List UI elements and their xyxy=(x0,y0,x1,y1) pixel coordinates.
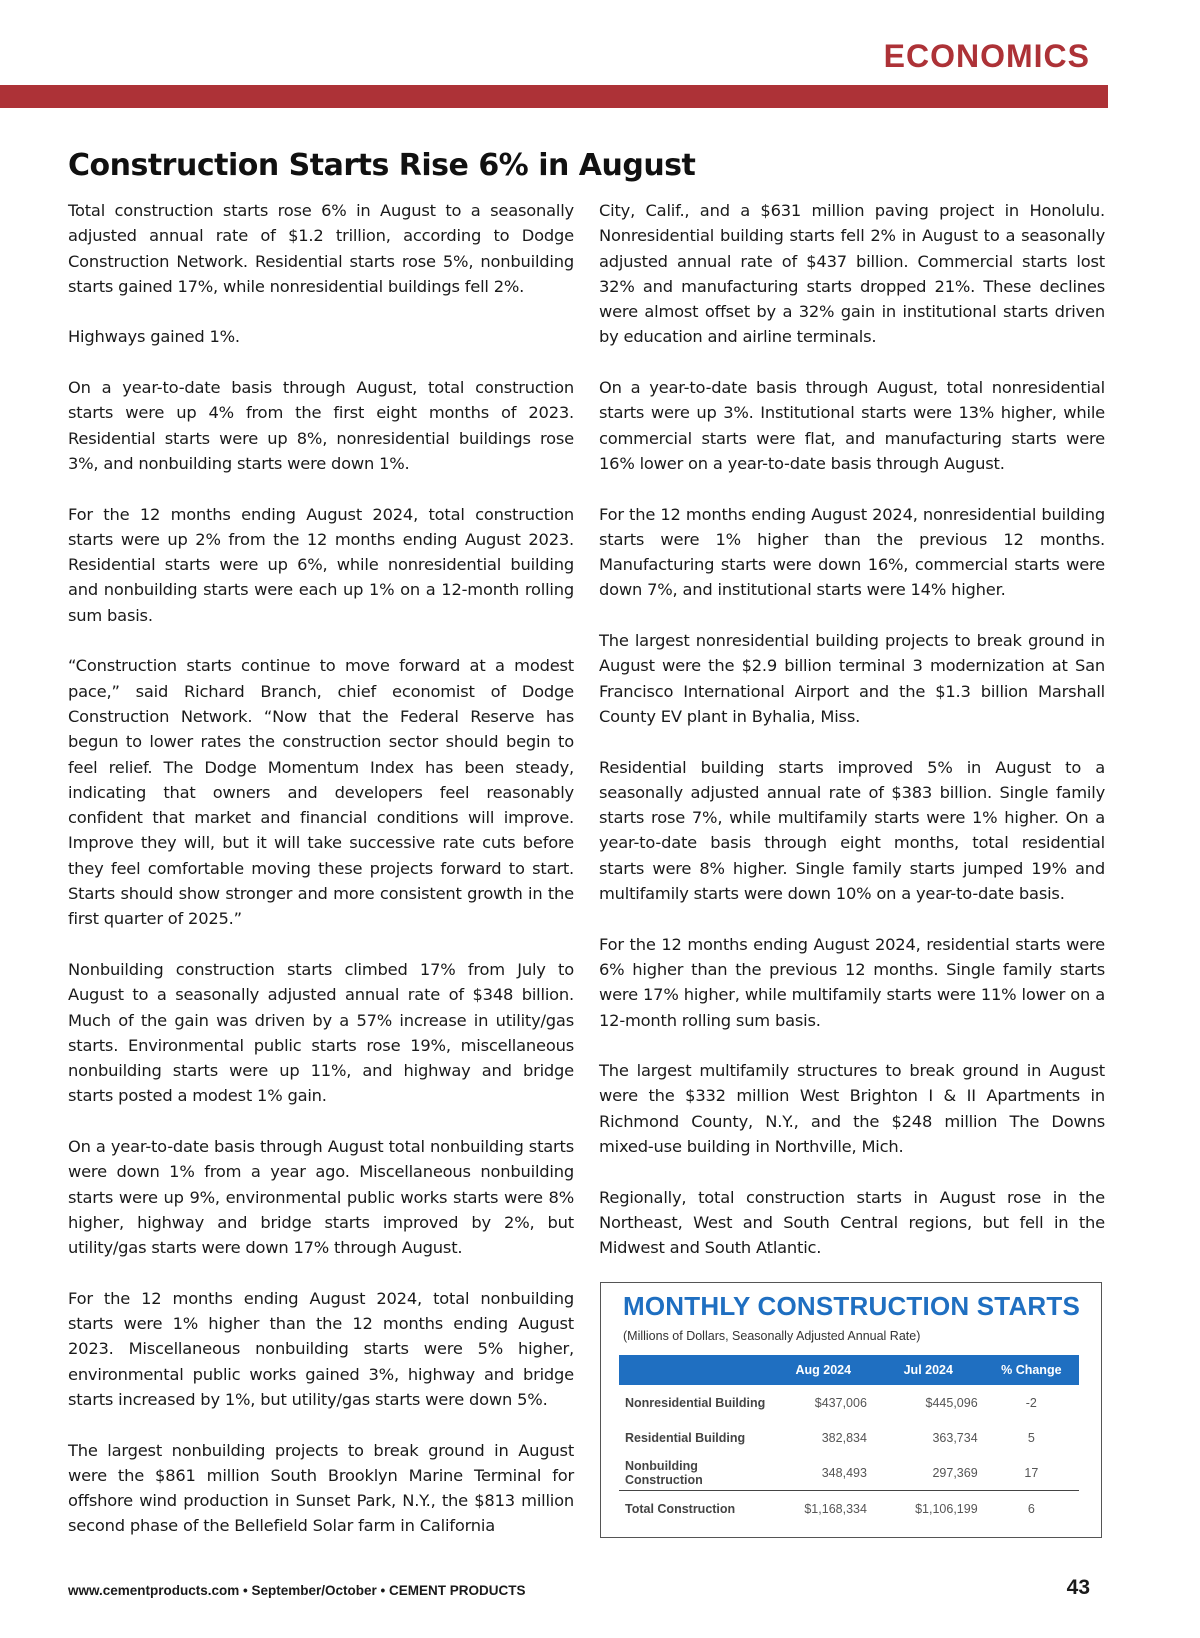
table-subtitle: (Millions of Dollars, Seasonally Adjusted Annual Rate) xyxy=(623,1329,921,1343)
row-jul-value: 363,734 xyxy=(932,1430,978,1445)
row-aug-value: 382,834 xyxy=(821,1430,867,1445)
paragraph: Highways gained 1%. xyxy=(68,327,240,347)
table-row xyxy=(619,1420,1079,1455)
paragraph: City, Calif., and a $631 million paving project in Honolulu. Nonresidential building starts fell 2% in August to a seasonally adjusted annual rate of $437 billion. Commercial starts lost 32% and manufacturing starts dropped 21%. These declines were almost offset by a 32% gain in institutional starts driven by education and airline terminals. xyxy=(599,201,1105,347)
row-jul-value: $1,106,199 xyxy=(873,1491,984,1527)
column-header-change: % Change xyxy=(984,1355,1079,1385)
row-change-value: -2 xyxy=(1025,1395,1037,1410)
paragraph: “Construction starts continue to move forward at a modest pace,” said Richard Branch, chief economist of Dodge Construction Network. “Now that the Federal Reserve has begun to lower rates the construction sector should begin to feel relief. The Dodge Momentum Index has been steady, indicating that owners and developers feel reasonably confident that market and financial conditions will improve. Improve they will, but it will take successive rate cuts before they feel comfortable moving these projects forward to start. Starts should show stronger and more consistent growth in the first quarter of 2025.” xyxy=(68,656,574,929)
row-aug-value: 348,493 xyxy=(821,1465,867,1480)
paragraph: On a year-to-date basis through August, total nonresidential starts were up 3%. Institutional starts were 13% higher, while commercial starts were flat, and manufacturing starts were 16% lower on a year-to-date basis through August. xyxy=(599,378,1105,473)
row-jul-value: 297,369 xyxy=(932,1465,978,1480)
paragraph: On a year-to-date basis through August, total construction starts were up 4% from the first eight months of 2023. Residential starts were up 8%, nonresidential buildings rose 3%, and nonbuilding starts were down 1%. xyxy=(68,378,574,473)
article-left-column xyxy=(68,198,574,1539)
paragraph: Residential building starts improved 5% in August to a seasonally adjusted annual rate of $383 billion. Single family starts rose 7%, while multifamily starts were 1% higher. On a year-to-date basis through eight months, total residential starts were 8% higher. Single family starts jumped 19% and multifamily starts were down 10% on a year-to-date basis. xyxy=(599,757,1105,904)
row-label: Nonbuilding Construction xyxy=(625,1458,703,1487)
row-label: Nonresidential Building xyxy=(625,1395,766,1410)
paragraph: The largest multifamily structures to break ground in August were the $332 million West Brighton I & II Apartments in Richmond County, N.Y., and the $248 million The Downs mixed-use building in Northville, Mich. xyxy=(599,1061,1105,1156)
paragraph: For the 12 months ending August 2024, residential starts were 6% higher than the previous 12 months. Single family starts were 17% higher, while multifamily starts were 11% lower on a 12-month rolling sum basis. xyxy=(599,934,1105,1030)
construction-starts-table xyxy=(619,1355,1079,1526)
paragraph: For the 12 months ending August 2024, total nonbuilding starts were 1% higher than the 12 months ending August 2023. Miscellaneous nonbuilding starts were 5% higher, environmental public works gained 3%, highway and bridge starts increased by 1%, but utility/gas starts were down 5%. xyxy=(68,1288,574,1409)
row-label: Residential Building xyxy=(625,1430,746,1445)
paragraph: The largest nonresidential building projects to break ground in August were the $2.9 billion terminal 3 modernization at San Francisco International Airport and the $1.3 billion Marshall County EV plant in Byhalia, Miss. xyxy=(599,631,1105,726)
column-header-aug: Aug 2024 xyxy=(774,1355,873,1385)
paragraph: The largest nonbuilding projects to break ground in August were the $861 million South Brooklyn Marine Terminal for offshore wind production in Sunset Park, N.Y., the $813 million second phase of the Bellefield Solar farm in California xyxy=(68,1440,574,1536)
row-label: Total Construction xyxy=(619,1491,774,1527)
row-aug-value: $1,168,334 xyxy=(774,1491,873,1527)
paragraph: Total construction starts rose 6% in August to a seasonally adjusted annual rate of $1.2 trillion, according to Dodge Construction Network. Residential starts rose 5%, nonbuilding starts gained 17%, while nonresidential buildings fell 2%. xyxy=(68,201,574,296)
column-header-label xyxy=(619,1355,774,1385)
paragraph: For the 12 months ending August 2024, nonresidential building starts were 1% higher than the previous 12 months. Manufacturing starts were down 16%, commercial starts were down 7%, and institutional starts were 14% higher. xyxy=(599,504,1105,600)
row-aug-value: $437,006 xyxy=(814,1395,867,1410)
footer-credit: www.cementproducts.com • September/October • CEMENT PRODUCTS xyxy=(68,1583,526,1598)
row-change-value: 5 xyxy=(1027,1430,1035,1445)
paragraph: On a year-to-date basis through August total nonbuilding starts were down 1% from a year ago. Miscellaneous nonbuilding starts were up 9%, environmental public works starts were 8% higher, highway and bridge starts improved by 2%, but utility/gas starts were down 17% through August. xyxy=(68,1136,574,1258)
row-change-value: 6 xyxy=(984,1491,1079,1527)
paragraph: For the 12 months ending August 2024, total construction starts were up 2% from the 12 months ending August 2023. Residential starts were up 6%, while nonresidential building and nonbuilding starts were each up 1% on a 12-month rolling sum basis. xyxy=(68,504,574,625)
section-divider-bar xyxy=(0,85,1108,108)
paragraph: Nonbuilding construction starts climbed 17% from July to August to a seasonally adjusted annual rate of $348 billion. Much of the gain was driven by a 57% increase in utility/gas starts. Environmental public starts rose 19%, miscellaneous nonbuilding starts were up 11%, and highway and bridge starts posted a modest 1% gain. xyxy=(68,959,574,1106)
table-row xyxy=(619,1455,1079,1491)
table-total-row xyxy=(619,1491,1079,1527)
row-change-value: 17 xyxy=(1024,1465,1039,1480)
paragraph: Regionally, total construction starts in August rose in the Northeast, West and South Central regions, but fell in the Midwest and South Atlantic. xyxy=(599,1187,1105,1258)
row-jul-value: $445,096 xyxy=(925,1395,978,1410)
section-label: ECONOMICS xyxy=(883,38,1090,74)
page-number: 43 xyxy=(1066,1576,1090,1599)
article-title: Construction Starts Rise 6% in August xyxy=(68,148,696,183)
construction-starts-table-figure xyxy=(600,1282,1102,1538)
table-row xyxy=(619,1385,1079,1420)
table-header-row xyxy=(619,1355,1079,1385)
article-right-column xyxy=(599,198,1105,1260)
column-header-jul: Jul 2024 xyxy=(873,1355,984,1385)
table-title: MONTHLY CONSTRUCTION STARTS xyxy=(623,1291,1081,1321)
